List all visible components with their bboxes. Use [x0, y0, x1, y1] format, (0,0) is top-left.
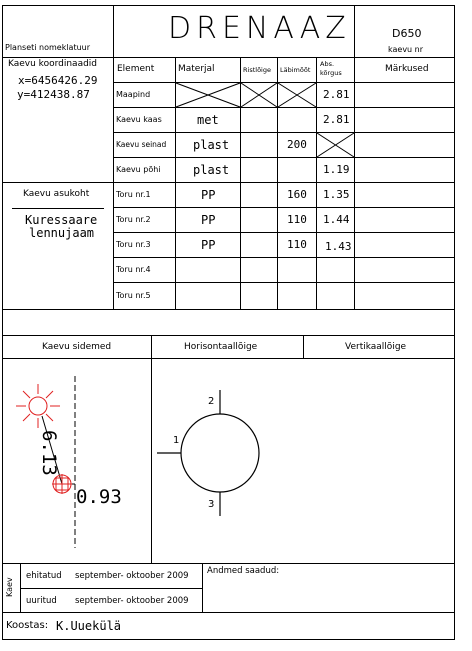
col-abs-line1: Abs. [320, 60, 335, 68]
row-element: Toru nr.2 [116, 215, 151, 224]
location-line1: Kuressaare [25, 213, 98, 227]
well-no-label: kaevu nr [388, 45, 424, 54]
row-element: Maapind [116, 90, 151, 99]
coord-x: x=6456426.29 [18, 74, 98, 87]
offset-distance-label: 0.93 [76, 486, 122, 508]
row-elevation: 1.35 [323, 188, 350, 201]
section-horisontaal: Horisontaallõige [184, 342, 258, 352]
section-vertikaal: Vertikaallõige [345, 342, 407, 352]
row-elevation: 1.43 [325, 240, 352, 253]
row-element: Kaevu kaas [116, 115, 162, 124]
row-material: met [197, 113, 219, 127]
pipe-2-label: 2 [208, 396, 215, 407]
row-element: Toru nr.5 [116, 291, 151, 300]
planseti-label: Planseti nomeklatuur [5, 43, 91, 52]
row-elevation: 1.44 [323, 213, 350, 226]
pipe-3-label: 3 [208, 499, 215, 510]
col-abs-line2: kõrgus [320, 69, 342, 77]
kaev-label: Kaev [5, 577, 14, 597]
row-elevation: 2.81 [323, 88, 350, 101]
uuritud-value: september- oktoober 2009 [75, 596, 189, 606]
row-element: Toru nr.1 [116, 190, 151, 199]
location-line2: lennujaam [29, 226, 95, 240]
koostas-label: Koostas: [6, 620, 49, 631]
col-markused: Märkused [385, 64, 429, 74]
row-element: Kaevu seinad [116, 140, 167, 149]
uuritud-label: uuritud [26, 596, 57, 606]
row-material: PP [201, 238, 216, 252]
row-material: PP [201, 213, 216, 227]
coord-y: y=412438.87 [17, 88, 90, 101]
col-material: Materjal [178, 64, 215, 74]
col-labimoot: Läbimõõt [280, 66, 311, 74]
tie-distance-label: 6.13 [38, 430, 60, 476]
row-material: plast [193, 163, 230, 177]
ehitatud-label: ehitatud [26, 571, 62, 581]
col-element: Element [117, 64, 155, 74]
row-diameter: 110 [287, 238, 307, 251]
andmed-label: Andmed saadud: [207, 566, 280, 576]
row-diameter: 110 [287, 213, 307, 226]
coords-label: Kaevu koordinaadid [8, 59, 98, 69]
row-element: Toru nr.3 [116, 240, 151, 249]
row-material: plast [193, 138, 230, 152]
ehitatud-value: september- oktoober 2009 [75, 571, 189, 581]
section-sidemed: Kaevu sidemed [42, 342, 112, 352]
pipe-1-label: 1 [173, 435, 180, 446]
row-elevation: 1.19 [323, 163, 350, 176]
row-element: Kaevu põhi [116, 165, 161, 174]
location-label: Kaevu asukoht [23, 189, 90, 199]
row-elevation: 2.81 [323, 113, 350, 126]
row-diameter: 160 [287, 188, 307, 201]
row-diameter: 200 [287, 138, 307, 151]
col-ristloige: Ristlõige [243, 66, 271, 74]
well-code: D650 [392, 27, 422, 40]
well-circle [181, 414, 259, 492]
koostas-value: K.Uuekülä [56, 619, 122, 633]
page-title: DRENAAZ [168, 11, 351, 46]
row-element: Toru nr.4 [116, 265, 151, 274]
row-material: PP [201, 188, 216, 202]
